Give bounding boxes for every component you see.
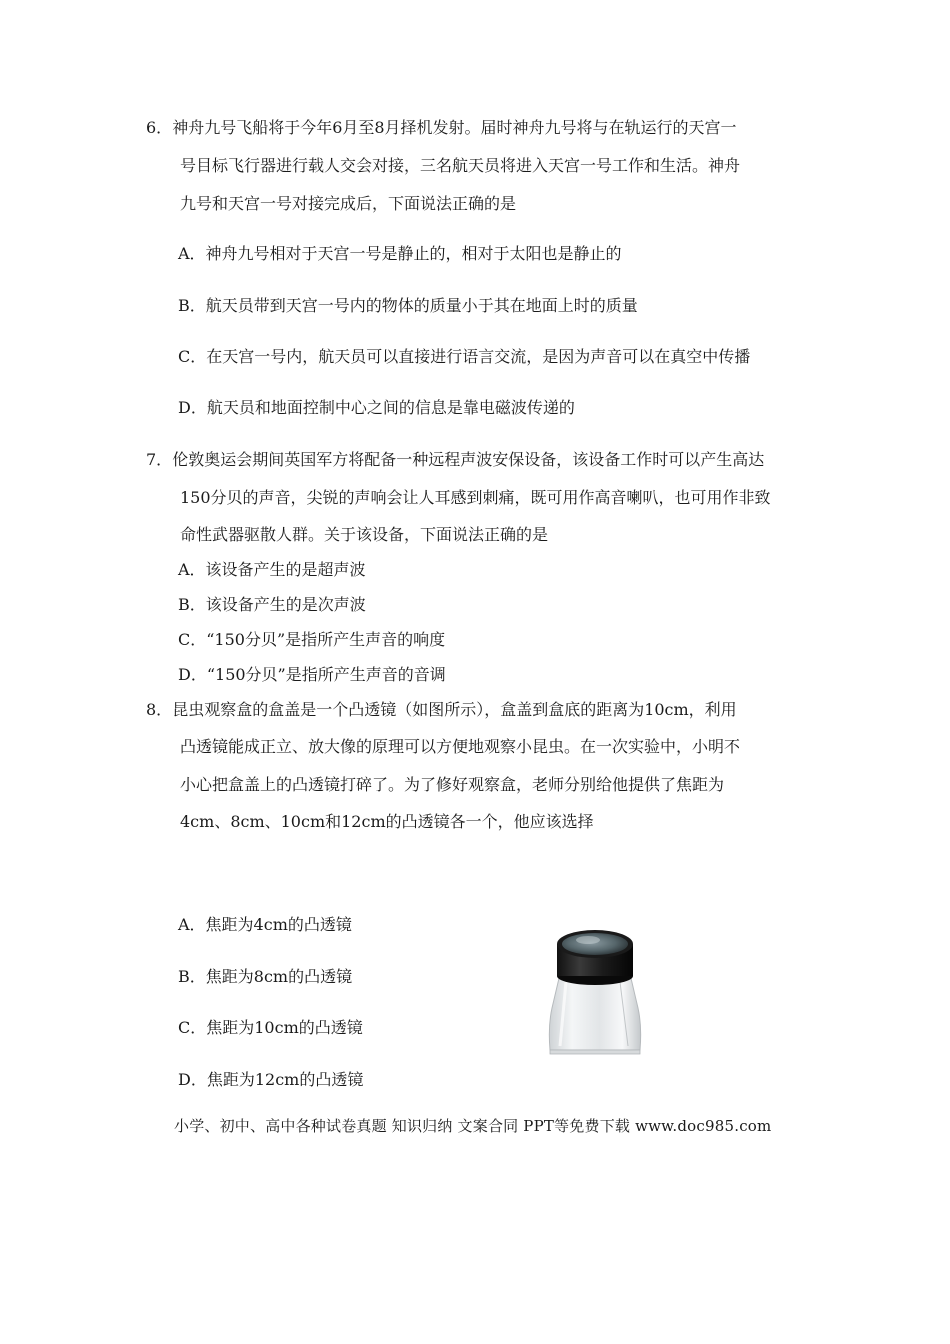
question-7-line-2: 150分贝的声音，尖锐的声响会让人耳感到刺痛，既可用作高音喇叭，也可用作非致 — [180, 488, 771, 507]
question-8-line-3: 小心把盒盖上的凸透镜打碎了。为了修好观察盒，老师分别给他提供了焦距为 — [180, 775, 725, 794]
question-7-line-1: 7．伦敦奥运会期间英国军方将配备一种远程声波安保设备，该设备工作时可以产生高达 — [146, 450, 765, 469]
insect-box-magnifier-image — [530, 922, 660, 1058]
question-6-option-b: B．航天员带到天宫一号内的物体的质量小于其在地面上时的质量 — [178, 296, 638, 315]
question-7-option-a: A．该设备产生的是超声波 — [178, 560, 366, 579]
question-6-line-1: 6．神舟九号飞船将于今年6月至8月择机发射。届时神舟九号将与在轨运行的天宫一 — [146, 118, 737, 137]
question-8-option-a: A．焦距为4cm的凸透镜 — [178, 915, 352, 934]
question-8-option-c: C．焦距为10cm的凸透镜 — [178, 1018, 363, 1037]
question-6-line-2: 号目标飞行器进行载人交会对接，三名航天员将进入天宫一号工作和生活。神舟 — [180, 156, 741, 175]
question-8-line-4: 4cm、8cm、10cm和12cm的凸透镜各一个，他应该选择 — [180, 812, 594, 831]
question-number: 7． — [146, 450, 173, 469]
question-7-option-d: D．“150分贝”是指所产生声音的音调 — [178, 665, 446, 684]
question-6-option-d: D．航天员和地面控制中心之间的信息是靠电磁波传递的 — [178, 398, 575, 417]
question-number: 6． — [146, 118, 173, 137]
question-7-line-3: 命性武器驱散人群。关于该设备，下面说法正确的是 — [180, 525, 549, 544]
footer-text: 小学、初中、高中各种试卷真题 知识归纳 文案合同 PPT等免费下载 www.doc985.com — [174, 1117, 772, 1135]
question-8-option-b: B．焦距为8cm的凸透镜 — [178, 967, 353, 986]
question-6-option-a: A．神舟九号相对于天宫一号是静止的，相对于太阳也是静止的 — [178, 244, 622, 263]
question-7-option-c: C．“150分贝”是指所产生声音的响度 — [178, 630, 446, 649]
question-6-option-c: C．在天宫一号内，航天员可以直接进行语言交流，是因为声音可以在真空中传播 — [178, 347, 751, 366]
question-8-line-1: 8．昆虫观察盒的盒盖是一个凸透镜（如图所示），盒盖到盒底的距离为10cm，利用 — [146, 700, 737, 719]
question-7-option-b: B．该设备产生的是次声波 — [178, 595, 366, 614]
question-8-line-2: 凸透镜能成正立、放大像的原理可以方便地观察小昆虫。在一次实验中，小明不 — [180, 737, 741, 756]
question-number: 8． — [146, 700, 173, 719]
question-6-line-3: 九号和天宫一号对接完成后，下面说法正确的是 — [180, 194, 517, 213]
question-8-option-d: D．焦距为12cm的凸透镜 — [178, 1070, 364, 1089]
